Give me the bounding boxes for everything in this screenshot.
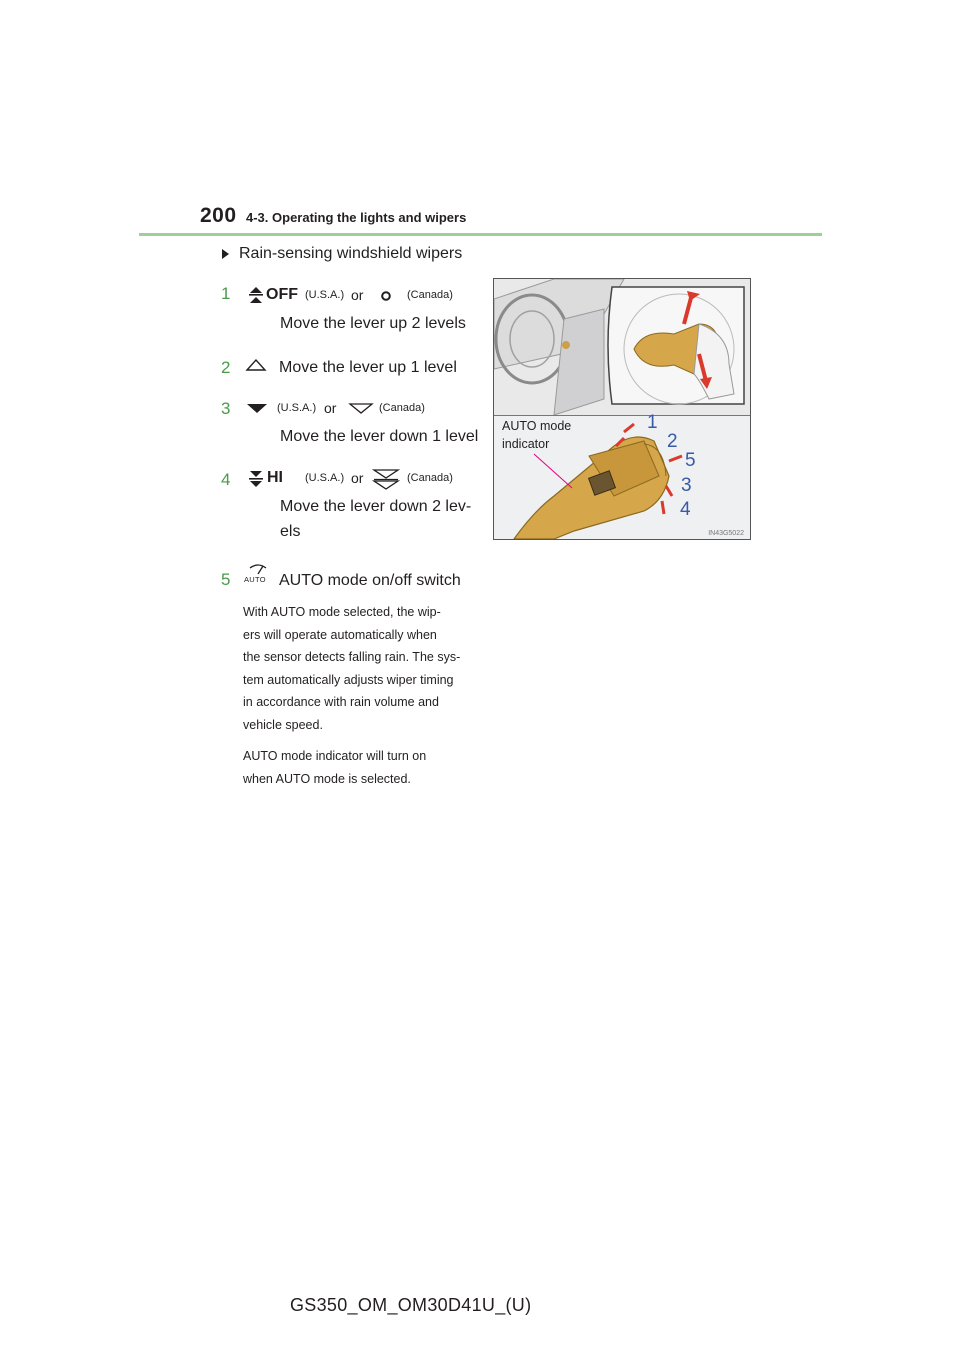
figure-code: IN43G5022	[708, 530, 744, 537]
auto-mode-indicator-label	[502, 417, 571, 453]
dashboard-drawing	[494, 279, 750, 415]
item-4-icons-row	[247, 468, 477, 490]
item-1-description: Move the lever up 2 levels	[280, 315, 466, 332]
label-line: indicator	[502, 437, 550, 451]
region-usa-label: (U.S.A.)	[305, 289, 345, 301]
paragraph-line: the sensor detects falling rain. The sys-	[243, 650, 461, 664]
paragraph-line: With AUTO mode selected, the wip-	[243, 605, 441, 619]
paragraph-line: tem automatically adjusts wiper timing	[243, 672, 454, 687]
item-2-description: Move the lever up 1 level	[279, 359, 457, 376]
off-position-icon	[247, 286, 265, 304]
wiper-lever-figure	[493, 278, 751, 540]
document-code-footer: GS350_OM_OM30D41U_(U)	[290, 1295, 532, 1315]
hi-position-icon	[247, 469, 265, 489]
item-3-icons-row	[245, 399, 475, 419]
off-label: OFF	[266, 286, 298, 303]
item-number-2: 2	[221, 358, 231, 377]
or-label: or	[324, 400, 337, 416]
triangle-bullet-icon	[222, 249, 229, 259]
auto-mode-paragraph	[243, 601, 479, 736]
label-line: AUTO mode	[502, 419, 572, 433]
item-number-5: 5	[221, 570, 231, 589]
auto-icon-label: AUTO	[244, 575, 266, 584]
hi-label: HI	[267, 469, 283, 486]
section-header-title: 4-3. Operating the lights and wipers	[246, 210, 467, 225]
down-filled-triangle-icon	[245, 402, 269, 414]
region-usa-label: (U.S.A.)	[277, 402, 317, 414]
circle-off-icon	[380, 290, 392, 302]
auto-wiper-icon	[243, 562, 273, 586]
callout-1: 1	[647, 412, 658, 433]
item-4-description-line1: Move the lever down 2 lev-	[280, 498, 472, 515]
or-label: or	[351, 287, 364, 303]
callout-3: 3	[681, 475, 692, 496]
callout-2: 2	[667, 431, 678, 452]
region-usa-label: (U.S.A.)	[305, 472, 345, 484]
section-title	[222, 245, 462, 263]
or-label: or	[351, 470, 364, 486]
region-canada-label: (Canada)	[407, 472, 453, 484]
item-3-description: Move the lever down 1 level	[280, 428, 479, 445]
callout-4: 4	[680, 499, 691, 520]
indicator-paragraph	[243, 745, 479, 790]
item-1-icons-row	[247, 286, 477, 306]
callout-5: 5	[685, 450, 696, 471]
up-outline-triangle-icon	[245, 358, 267, 372]
wiper-arc-icon	[247, 562, 269, 576]
item-4-description-line2: els	[280, 523, 301, 540]
dashboard-illustration	[494, 279, 750, 416]
down-outline-triangle-icon	[348, 402, 374, 414]
paragraph-line: ers will operate automatically when	[243, 627, 437, 642]
paragraph-line: when AUTO mode is selected.	[243, 771, 411, 786]
double-down-outline-icon	[371, 468, 401, 490]
item-number-1: 1	[221, 284, 231, 303]
item-5-description: AUTO mode on/off switch	[279, 572, 461, 589]
region-canada-label: (Canada)	[379, 402, 425, 414]
page-number: 200	[200, 204, 237, 227]
region-canada-label: (Canada)	[407, 289, 453, 301]
header-divider	[139, 233, 822, 236]
paragraph-line: in accordance with rain volume and	[243, 695, 439, 709]
paragraph-line: vehicle speed.	[243, 717, 323, 732]
item-number-3: 3	[221, 399, 231, 418]
item-number-4: 4	[221, 470, 231, 489]
paragraph-line: AUTO mode indicator will turn on	[243, 749, 427, 763]
section-title-text: Rain-sensing windshield wipers	[239, 245, 463, 262]
